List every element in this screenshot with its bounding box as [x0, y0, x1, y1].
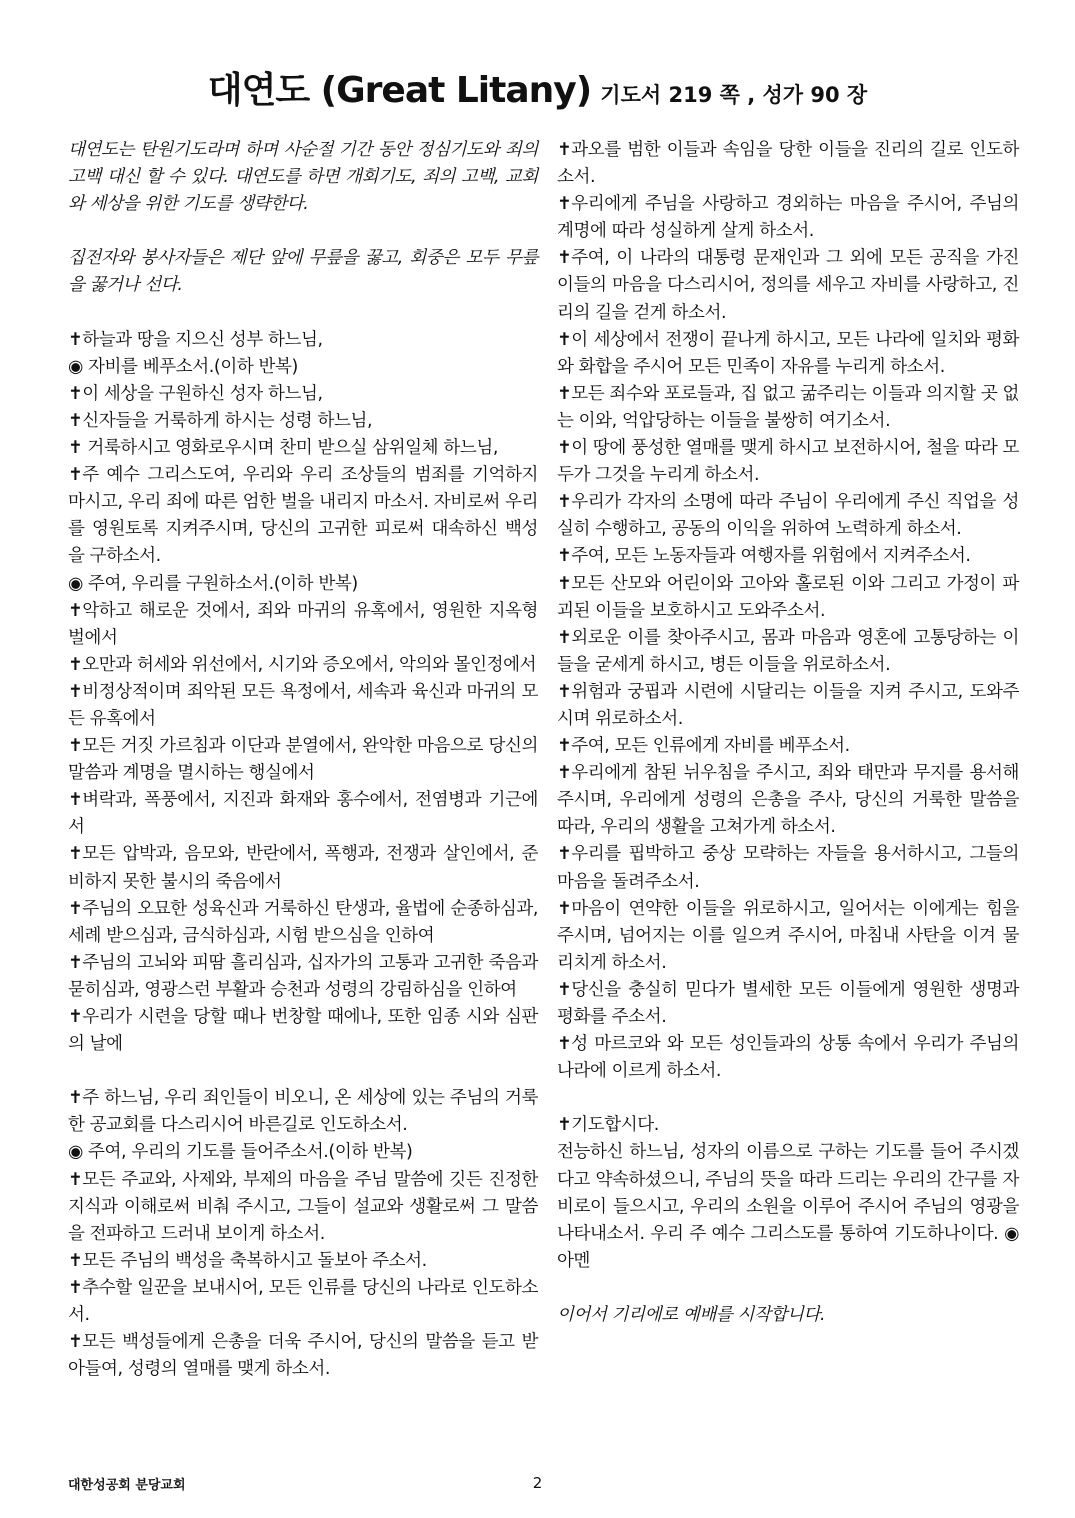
left-column	[68, 137, 538, 1383]
litany-paragraph: ✝모든 죄수와 포로들과, 집 없고 굶주리는 이들과 의지할 곳 없는 이와, 억압당하는 이들을 불쌍히 여기소서.	[557, 383, 1020, 431]
right-column	[557, 137, 1019, 1329]
rubric-paragraph: 대연도는 탄원기도라며 하며 사순절 기간 동안 정심기도와 죄의 고백 대신 할 수 있다. 대연도를 하면 개회기도, 죄의 고백, 교회와 세상을 위한 기도를 생략한다.	[68, 140, 538, 215]
litany-paragraph: ✝ 거룩하시고 영화로우시며 찬미 받으실 삼위일체 하느님,	[68, 438, 499, 459]
litany-paragraph: ✝이 세상에서 전쟁이 끝나게 하시고, 모든 나라에 일치와 평화와 화합을 주시어 모든 민족이 자유를 누리게 하소서.	[557, 329, 1019, 377]
litany-paragraph: ✝외로운 이를 찾아주시고, 몸과 마음과 영혼에 고통당하는 이들을 굳세게 하시고, 병든 이들을 위로하소서.	[557, 627, 1019, 675]
litany-paragraph: ✝우리를 핍박하고 중상 모략하는 자들을 용서하시고, 그들의 마음을 돌려주소서.	[557, 844, 1019, 892]
litany-paragraph: ✝우리가 시련을 당할 때나 번창할 때에나, 또한 임종 시와 심판의 날에	[68, 1007, 538, 1055]
litany-paragraph: ✝이 세상을 구원하신 성자 하느님,	[68, 383, 323, 404]
blank-line	[557, 1275, 1019, 1302]
litany-paragraph: ✝과오를 범한 이들과 속임을 당한 이들을 진리의 길로 인도하소서.	[557, 140, 1019, 188]
litany-paragraph: ✝우리에게 참된 뉘우침을 주시고, 죄와 태만과 무지를 용서해 주시며, 우리에게 성령의 은총을 주사, 당신의 거룩한 말씀을 따라, 우리의 생활을 고쳐가게 하소서.	[557, 763, 1019, 838]
litany-paragraph: ✝오만과 허세와 위선에서, 시기와 증오에서, 악의와 몰인정에서	[68, 654, 537, 675]
litany-paragraph: 전능하신 하느님, 성자의 이름으로 구하는 기도를 들어 주시겠다고 약속하셨으니, 주님의 뜻을 따라 드리는 우리의 간구를 자비로이 들으시고, 우리의 소원을 이루어 주시어 주님의 영광을 나타내소서. 우리 주 예수 그리스도를 통하여 기도하나이다. ◉ 아멘	[557, 1142, 1019, 1271]
litany-paragraph: ✝모든 산모와 어린이와 고아와 홀로된 이와 그리고 가정이 파괴된 이들을 보호하시고 도와주소서.	[557, 573, 1019, 621]
footer-page-number: 2	[532, 1474, 543, 1492]
litany-paragraph: ✝악하고 해로운 것에서, 죄와 마귀의 유혹에서, 영원한 지옥형벌에서	[68, 600, 538, 648]
litany-paragraph: ✝하늘과 땅을 지으신 성부 하느님,	[68, 329, 323, 350]
litany-paragraph: ✝당신을 충실히 믿다가 별세한 모든 이들에게 영원한 생명과 평화를 주소서.	[557, 979, 1019, 1027]
litany-paragraph: ✝주 예수 그리스도여, 우리와 우리 조상들의 범죄를 기억하지 마시고, 우리 죄에 따른 엄한 벌을 내리지 마소서. 자비로써 우리를 영원토록 지켜주시며, 당신의 고귀한 피로써 대속하신 백성을 구하소서.	[68, 465, 538, 567]
blank-line	[68, 300, 538, 327]
litany-paragraph: ◉ 자비를 베푸소서.(이하 반복)	[68, 356, 298, 377]
footer-church-name: 대한성공회 분당교회	[68, 1478, 186, 1493]
litany-paragraph: ✝주 하느님, 우리 죄인들이 비오니, 온 세상에 있는 주님의 거룩한 공교회를 다스리시어 바른길로 인도하소서.	[68, 1088, 538, 1136]
litany-paragraph: ✝벼락과, 폭풍에서, 지진과 화재와 홍수에서, 전염병과 기근에서	[68, 790, 538, 838]
litany-paragraph: ◉ 주여, 우리를 구원하소서.(이하 반복)	[68, 573, 358, 594]
litany-paragraph: ✝모든 압박과, 음모와, 반란에서, 폭행과, 전쟁과 살인에서, 준비하지 못한 불시의 죽음에서	[68, 844, 538, 892]
litany-paragraph: ✝우리가 각자의 소명에 따라 주님이 우리에게 주신 직업을 성실히 수행하고, 공동의 이익을 위하여 노력하게 하소서.	[557, 492, 1019, 540]
litany-paragraph: ✝모든 주교와, 사제와, 부제의 마음을 주님 말씀에 깃든 진정한 지식과 이해로써 비춰 주시고, 그들이 설교와 생활로써 그 말씀을 전파하고 드러내 보이게 하소서.	[68, 1169, 538, 1244]
litany-paragraph: ✝마음이 연약한 이들을 위로하시고, 일어서는 이에게는 힘을 주시며, 넘어지는 이를 일으켜 주시어, 마침내 사탄을 이겨 물리치게 하소서.	[557, 898, 1019, 973]
litany-paragraph: ◉ 주여, 우리의 기도를 들어주소서.(이하 반복)	[68, 1142, 413, 1163]
litany-paragraph: ✝우리에게 주님을 사랑하고 경외하는 마음을 주시어, 주님의 계명에 따라 성실하게 살게 하소서.	[557, 194, 1019, 242]
litany-paragraph: ✝모든 백성들에게 은총을 더욱 주시어, 당신의 말씀을 듣고 받아들여, 성령의 열매를 맺게 하소서.	[68, 1332, 538, 1380]
litany-paragraph: ✝위험과 궁핍과 시련에 시달리는 이들을 지켜 주시고, 도와주시며 위로하소서.	[557, 681, 1019, 729]
blank-line	[68, 218, 538, 245]
blank-line	[557, 1085, 1019, 1112]
blank-line	[68, 1058, 538, 1085]
litany-paragraph: ✝주님의 오묘한 성육신과 거룩하신 탄생과, 율법에 순종하심과, 세례 받으심과, 금식하심과, 시험 받으심을 인하여	[68, 898, 538, 946]
litany-paragraph: ✝주여, 모든 노동자들과 여행자를 위험에서 지켜주소서.	[557, 546, 971, 567]
litany-paragraph: ✝성 마르코와 와 모든 성인들과의 상통 속에서 우리가 주님의 나라에 이르게 하소서.	[557, 1034, 1019, 1082]
litany-paragraph: ✝신자들을 거룩하게 하시는 성령 하느님,	[68, 410, 373, 431]
litany-paragraph: ✝모든 주님의 백성을 축복하시고 돌보아 주소서.	[68, 1250, 427, 1271]
litany-paragraph: ✝주여, 이 나라의 대통령 문재인과 그 외에 모든 공직을 가진 이들의 마음을 다스리시어, 정의를 세우고 자비를 사랑하고, 진리의 길을 걷게 하소서.	[557, 248, 1019, 323]
litany-paragraph: ✝주여, 모든 인류에게 자비를 베푸소서.	[557, 736, 850, 757]
litany-paragraph: ✝비정상적이며 죄악된 모든 욕정에서, 세속과 육신과 마귀의 모든 유혹에서	[68, 681, 538, 729]
rubric-paragraph: 집전자와 봉사자들은 제단 앞에 무릎을 꿇고, 회중은 모두 무릎을 꿇거나 선다.	[68, 248, 538, 296]
litany-paragraph: ✝주님의 고뇌와 피땀 흘리심과, 십자가의 고통과 고귀한 죽음과 묻히심과, 영광스런 부활과 승천과 성령의 강림하심을 인하여	[68, 952, 538, 1000]
litany-paragraph: ✝기도합시다.	[557, 1115, 659, 1136]
title-main: 대연도 (Great Litany)	[207, 70, 592, 111]
litany-paragraph: ✝추수할 일꾼을 보내시어, 모든 인류를 당신의 나라로 인도하소서.	[68, 1277, 538, 1326]
rubric-paragraph: 이어서 기리에로 예배를 시작합니다.	[557, 1305, 826, 1326]
page-title	[0, 62, 1075, 113]
litany-paragraph: ✝모든 거짓 가르침과 이단과 분열에서, 완악한 마음으로 당신의 말씀과 계명을 멸시하는 행실에서	[68, 736, 538, 784]
title-subtitle: 기도서 219 쪽 , 성가 90 장	[600, 83, 868, 107]
litany-paragraph: ✝이 땅에 풍성한 열매를 맺게 하시고 보전하시어, 철을 따라 모두가 그것을 누리게 하소서.	[557, 438, 1020, 486]
